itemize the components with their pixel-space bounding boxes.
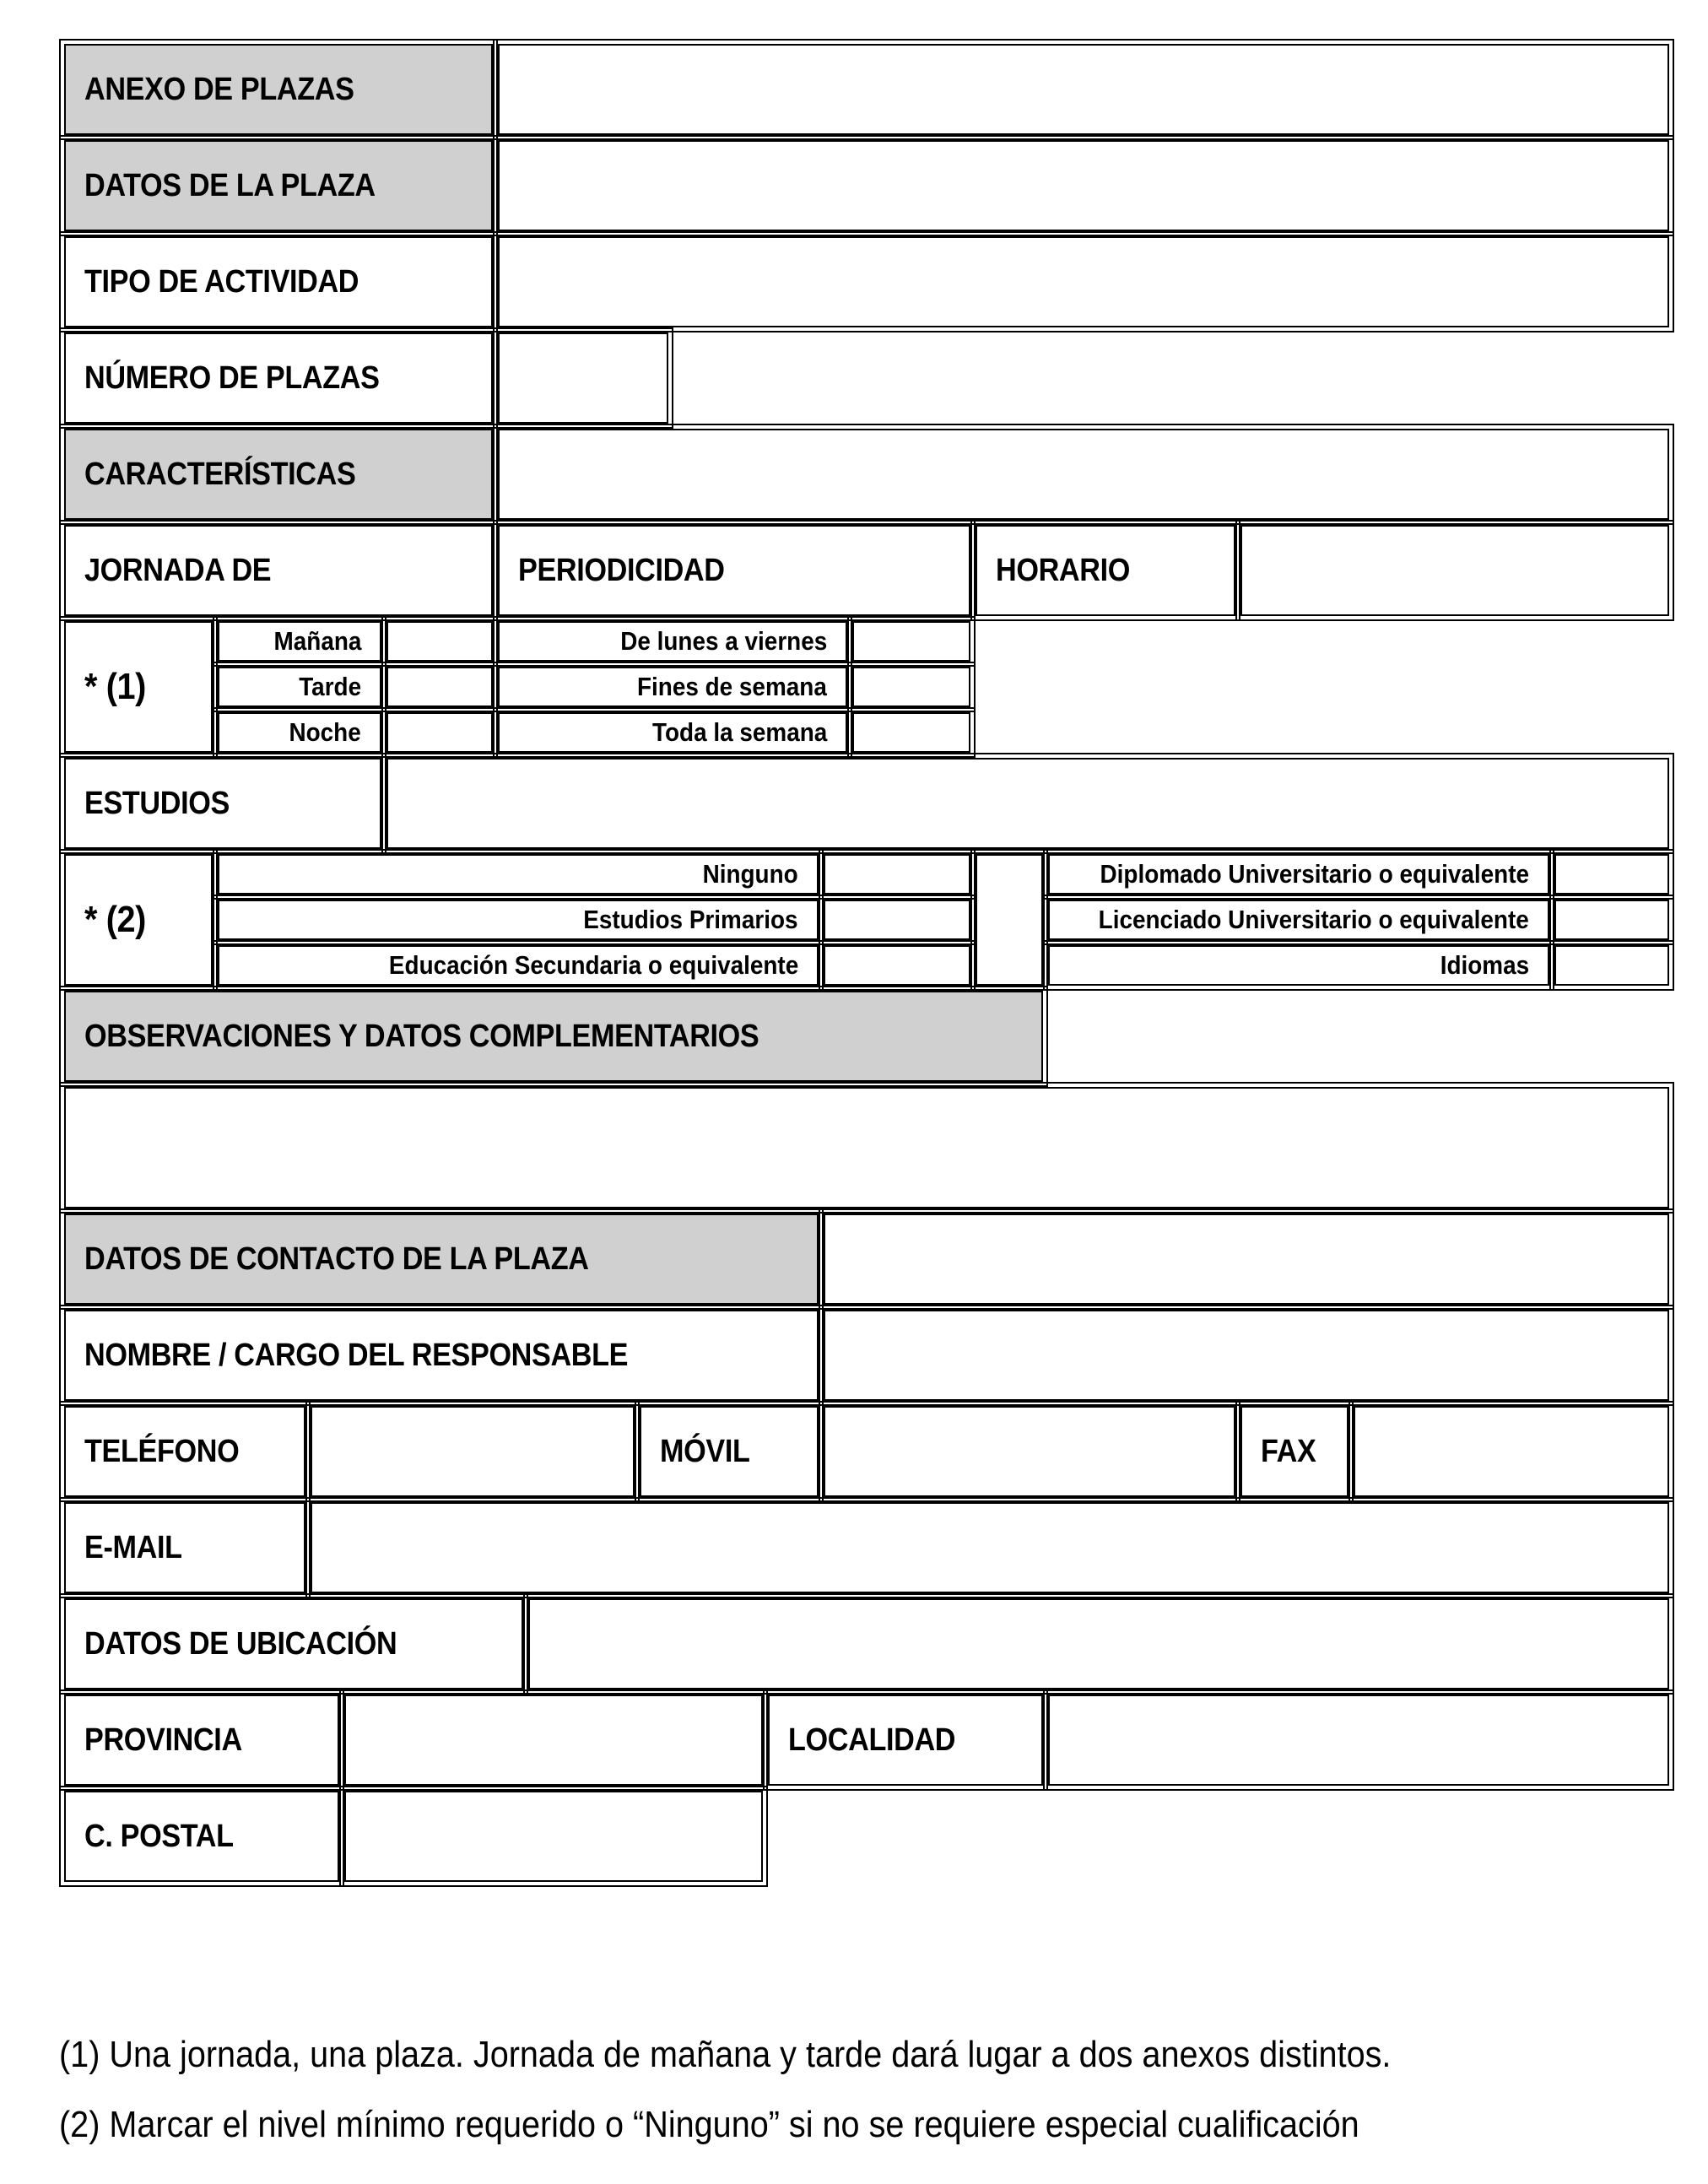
- horario-field[interactable]: [1240, 525, 1669, 616]
- caracteristicas-field[interactable]: [498, 429, 1669, 520]
- anexo-de-plazas-label: ANEXO DE PLAZAS: [64, 44, 493, 135]
- estudios-option-label: Idiomas: [1048, 945, 1549, 986]
- movil-field[interactable]: [824, 1406, 1235, 1497]
- estudios-field[interactable]: [386, 758, 1669, 849]
- marker-1: * (1): [64, 621, 213, 753]
- telefono-field[interactable]: [311, 1406, 635, 1497]
- estudios-primarios-checkbox[interactable]: [824, 900, 970, 940]
- periodicidad-option-label: Toda la semana: [498, 712, 847, 753]
- observaciones-textarea[interactable]: [64, 1087, 1669, 1208]
- estudios-option-label: Estudios Primarios: [218, 900, 819, 940]
- jornada-tarde-checkbox[interactable]: [386, 667, 493, 707]
- periodicidad-option-label: De lunes a viernes: [498, 621, 847, 662]
- anexo-de-plazas-field[interactable]: [498, 44, 1669, 135]
- periodicidad-label: PERIODICIDAD: [498, 525, 970, 616]
- localidad-field[interactable]: [1048, 1695, 1669, 1786]
- estudios-spacer-cell: [976, 854, 1043, 986]
- datos-ubicacion-field[interactable]: [528, 1598, 1669, 1689]
- jornada-noche-checkbox[interactable]: [386, 712, 493, 753]
- marker-2: * (2): [64, 854, 213, 986]
- fax-label: FAX: [1240, 1406, 1349, 1497]
- caracteristicas-label: CARACTERÍSTICAS: [64, 429, 493, 520]
- estudios-ninguno-checkbox[interactable]: [824, 854, 970, 895]
- c-postal-field[interactable]: [344, 1791, 763, 1882]
- fax-field[interactable]: [1354, 1406, 1669, 1497]
- horario-label: HORARIO: [976, 525, 1235, 616]
- numero-de-plazas-field[interactable]: [498, 332, 668, 424]
- footnote-1: (1) Una jornada, una plaza. Jornada de mañana y tarde dará lugar a dos anexos distintos.: [59, 2034, 1392, 2075]
- nombre-cargo-field[interactable]: [824, 1310, 1669, 1401]
- nombre-cargo-label: NOMBRE / CARGO DEL RESPONSABLE: [64, 1310, 819, 1401]
- provincia-label: PROVINCIA: [64, 1695, 339, 1786]
- datos-contacto-field[interactable]: [824, 1214, 1669, 1305]
- movil-label: MÓVIL: [640, 1406, 819, 1497]
- tipo-de-actividad-label: TIPO DE ACTIVIDAD: [64, 236, 493, 327]
- estudios-licenciado-checkbox[interactable]: [1554, 900, 1669, 940]
- periodicidad-toda-semana-checkbox[interactable]: [852, 712, 970, 753]
- jornada-option-label: Noche: [218, 712, 381, 753]
- numero-de-plazas-label: NÚMERO DE PLAZAS: [64, 332, 493, 424]
- estudios-option-label: Diplomado Universitario o equivalente: [1048, 854, 1549, 895]
- localidad-label: LOCALIDAD: [768, 1695, 1043, 1786]
- telefono-label: TELÉFONO: [64, 1406, 305, 1497]
- footnote-2: (2) Marcar el nivel mínimo requerido o “Ninguno” si no se requiere especial cualificación: [59, 2104, 1359, 2145]
- provincia-field[interactable]: [344, 1695, 763, 1786]
- periodicidad-fines-semana-checkbox[interactable]: [852, 667, 970, 707]
- datos-ubicacion-label: DATOS DE UBICACIÓN: [64, 1598, 523, 1689]
- jornada-option-label: Tarde: [218, 667, 381, 707]
- tipo-de-actividad-field[interactable]: [498, 236, 1669, 327]
- estudios-option-label: Ninguno: [218, 854, 819, 895]
- email-label: E-MAIL: [64, 1502, 305, 1593]
- c-postal-label: C. POSTAL: [64, 1791, 339, 1882]
- datos-de-la-plaza-label: DATOS DE LA PLAZA: [64, 140, 493, 231]
- estudios-option-label: Licenciado Universitario o equivalente: [1048, 900, 1549, 940]
- datos-de-la-plaza-field[interactable]: [498, 140, 1669, 231]
- periodicidad-lunes-viernes-checkbox[interactable]: [852, 621, 970, 662]
- jornada-de-label: JORNADA DE: [64, 525, 493, 616]
- jornada-manana-checkbox[interactable]: [386, 621, 493, 662]
- observaciones-label: OBSERVACIONES Y DATOS COMPLEMENTARIOS: [64, 991, 1043, 1082]
- datos-contacto-label: DATOS DE CONTACTO DE LA PLAZA: [64, 1214, 819, 1305]
- estudios-secundaria-checkbox[interactable]: [824, 945, 970, 986]
- email-field[interactable]: [311, 1502, 1669, 1593]
- periodicidad-option-label: Fines de semana: [498, 667, 847, 707]
- jornada-option-label: Mañana: [218, 621, 381, 662]
- estudios-label: ESTUDIOS: [64, 758, 381, 849]
- estudios-diplomado-checkbox[interactable]: [1554, 854, 1669, 895]
- estudios-idiomas-checkbox[interactable]: [1554, 945, 1669, 986]
- estudios-option-label: Educación Secundaria o equivalente: [218, 945, 819, 986]
